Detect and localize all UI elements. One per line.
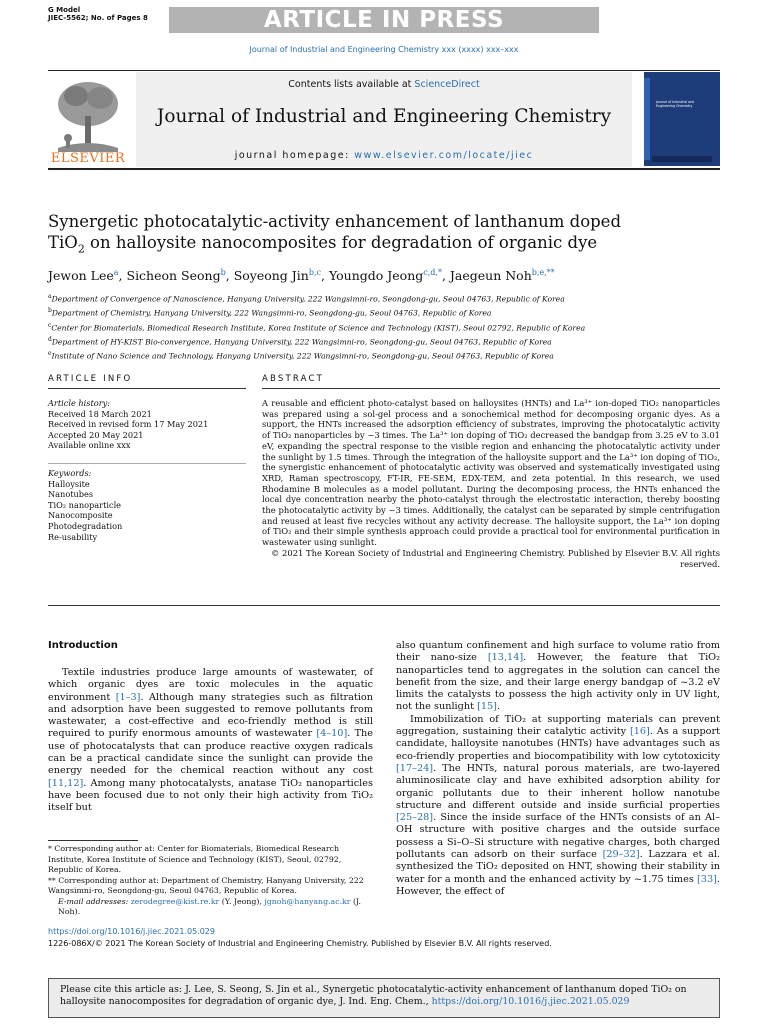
title-subscript: 2	[77, 242, 85, 256]
title-line-2	[48, 232, 698, 259]
reference-link[interactable]: [11,12]	[48, 777, 84, 789]
affiliation-text: Institute of Nano Science and Technology, Hanyang University, 222 Wangsimni-ro, Seongdong-gu, Seoul 04763, Republic of Korea	[51, 351, 554, 361]
keyword: Halloysite	[48, 478, 90, 489]
email-link[interactable]: jgnoh@hanyang.ac.kr	[264, 896, 351, 906]
reference-link[interactable]: [17–24]	[396, 762, 434, 774]
footnote-emails	[48, 897, 373, 918]
keywords	[48, 468, 246, 542]
reference-link[interactable]: [33]	[697, 873, 717, 885]
author-name[interactable]: Jewon Lee	[48, 268, 114, 284]
abstract-rule	[262, 388, 720, 389]
abstract-text: A reusable and efficient photo-catalyst based on halloysites (HNTs) and La³⁺ ion-doped TiO₂ nanoparticles was prepared using a sol-gel process and a sonochemical method for decomposing organic dyes. As a support, the HNTs increased the adsorption efficiency of substrates, improving the photocatalytic activity of TiO₂ nanoparticles by ~3 times. The La³⁺ ion doping of TiO₂ decreased the bandgap from 3.25 eV to 3.01 eV, expanding the spectral response to the visible region and enhancing the photocatalytic activity under the sunlight by 1.5 times. Through the integration of the halloysite support and the La³⁺ ion doping of TiO₂, the synergistic enhancement of photocatalytic activity was observed and systematically investigated using XRD, Raman spectroscopy, FT-IR, FE-SEM, EDX-TEM, and zeta potential. In this research, we used Rhodamine B molecules as a model pollutant. During the decomposing process, the HNTs enhanced the local dye concentration nearby the photo-catalyst through the electrostatic interaction, thereby boosting the photocatalytic activity by ~3 times. Additionally, the catalyst can be separated by simple centrifugation and reused at least five recycles without any activity decrease. The halloysite support, the La³⁺ ion doping of TiO₂ and their simple synthesis approach could provide a practical tool for environmental purification in wastewater using sunlight.	[262, 398, 720, 548]
page-count: JIEC-5562; No. of Pages 8	[48, 14, 148, 22]
affiliation-text: Department of HY-KIST Bio-convergence, Hanyang University, 222 Wangsimni-ro, Seongdong-gu, Seoul 04763, Republic of Korea	[51, 337, 552, 347]
article-history	[48, 398, 246, 451]
history-item: Received in revised form 17 May 2021	[48, 419, 209, 429]
email-link[interactable]: zerodegree@kist.re.kr	[130, 896, 220, 906]
front-matter-end-rule	[48, 605, 720, 606]
abstract-body	[262, 398, 720, 569]
author-name[interactable]: Sicheon Seong	[126, 268, 221, 284]
article-title	[48, 211, 698, 259]
citation-doi-link[interactable]: https://doi.org/10.1016/j.jiec.2021.05.029	[431, 996, 630, 1007]
affiliation-text: Department of Chemistry, Hanyang University, 222 Wangsimni-ro, Seongdong-gu, Seoul 04763, Republic of Korea	[51, 308, 492, 318]
abstract-heading: ABSTRACT	[262, 374, 325, 384]
gmodel-label: G Model	[48, 6, 81, 14]
journal-homepage	[136, 150, 632, 161]
affiliation-item	[48, 320, 728, 334]
affiliation-text: Department of Convergence of Nanoscience, Hanyang University, 222 Wangsimni-ro, Seongdong-gu, Seoul 04763, Republic of Korea	[51, 294, 565, 304]
cover-strip	[644, 78, 650, 160]
author-name[interactable]: Soyeong Jin	[233, 268, 309, 284]
article-info-rule	[48, 388, 246, 389]
cover-footer-band	[652, 156, 712, 162]
header-rule-bottom	[48, 168, 720, 170]
author-name[interactable]: Jaegeun Noh	[449, 268, 532, 284]
affiliation-list	[48, 291, 728, 363]
history-item: Received 18 March 2021	[48, 408, 152, 419]
history-label: Article history:	[48, 398, 110, 408]
keyword: TiO₂ nanoparticle	[48, 499, 122, 510]
author-affil-marker[interactable]: b	[220, 268, 226, 277]
article-in-press-banner	[0, 7, 768, 33]
text: . Although many strategies such as filtration and adsorption have been suggested to remove pollutants from wastewater, a cost-effective and eco-friendly method is still required to purify enormous amounts of wastewater	[48, 691, 373, 740]
affiliation-item	[48, 291, 728, 305]
reference-link[interactable]: [15]	[477, 701, 497, 713]
body-paragraph	[48, 667, 373, 815]
text: . Since the inside surface of the HNTs consists of an Al–OH structure with positive charges and the outside surface possess a Si–O–Si structure with negative charges, both charged pollutants can adsorb on their surface	[396, 812, 720, 861]
journal-citation-link[interactable]: Journal of Industrial and Engineering Chemistry xxx (xxxx) xxx–xxx	[249, 45, 519, 54]
author-name[interactable]: Youngdo Jeong	[328, 268, 424, 284]
title-rest: on halloysite nanocomposites for degradation of organic dye	[84, 233, 598, 252]
body-column-right	[396, 640, 720, 898]
issn-copyright: 1226-086X/© 2021 The Korean Society of Industrial and Engineering Chemistry. Published by Elsevier B.V. All rights reserved.	[48, 939, 552, 948]
author-list: Jewon Lee$^a$, Sicheon Seong$^b$, Soyeong Jin$^{b,c}$, Youngdo Jeong$^{c,d,*}$, Jaegeun Noh$^{b,e,**}$	[48, 268, 555, 284]
reference-link[interactable]: [1–3]	[115, 691, 141, 703]
footnotes	[48, 844, 373, 918]
text: . However, the feature that TiO₂ nanoparticles tend to aggregates in the solution can cancel the benefit from the size, and their large energy bandgap of ~3.2 eV limits the catalysts to possess the high activity only in UV light, not the sunlight	[396, 652, 720, 713]
affiliation-item	[48, 348, 728, 362]
affiliation-marker: b	[48, 307, 52, 315]
history-item: Available online xxx	[48, 440, 131, 450]
text: .	[496, 701, 501, 713]
title-tio: TiO	[48, 233, 78, 252]
title-line-1: Synergetic photocatalytic-activity enhancement of lanthanum doped	[48, 212, 622, 231]
author-affil-marker[interactable]: b,e,**	[531, 268, 555, 277]
footnote-rule	[48, 840, 138, 841]
reference-link[interactable]: [13,14]	[487, 652, 524, 664]
reference-link[interactable]: [16]	[629, 726, 650, 738]
text: Textile industries produce large amounts of wastewater, of which organic dyes are toxic molecules in the aquatic environment	[48, 667, 373, 703]
article-info-heading: ARTICLE INFO	[48, 374, 133, 384]
affiliation-marker: c	[48, 321, 52, 329]
journal-cover-thumbnail[interactable]	[644, 72, 720, 166]
keywords-label: Keywords:	[48, 468, 92, 478]
text: . The use of photocatalysts that can produce reactive oxygen radicals can be a practical candidate since the sunlight can provide the energy needed for the chemical reaction without any cost	[48, 728, 374, 777]
elsevier-logo[interactable]	[48, 76, 128, 166]
keyword: Re-usability	[48, 531, 98, 542]
cover-title: Journal of Industrial and Engineering Chemistry	[656, 100, 695, 108]
text: also quantum confinement and high surface to volume ratio from their nano-size	[396, 640, 720, 664]
banner-text: ARTICLE IN PRESS	[169, 7, 599, 33]
citation-box	[48, 978, 720, 1018]
reference-link[interactable]: [4–10]	[316, 728, 348, 740]
text: . As a support candidate, halloysite nanotubes (HNTs) have advantages such as eco-friendly properties and biocompatibility with low cytotoxicity	[396, 726, 720, 762]
reference-link[interactable]: [25–28]	[396, 812, 434, 824]
author-affil-marker[interactable]: b,c	[308, 268, 322, 277]
body-column-left	[48, 667, 373, 815]
keyword: Nanocomposite	[48, 510, 113, 521]
citation-text: Please cite this article as: J. Lee, S. Seong, S. Jin et al., Synergetic photocatalytic-activity enhancement of lanthanum doped TiO₂ on halloysite nanocomposites for degradation of organic dye, J. Ind. Eng. Chem.,	[60, 984, 687, 1007]
footnote-corresponding-2: ** Corresponding author at: Department of Chemistry, Hanyang University, 222 Wangsimni-ro, Seongdong-gu, Seoul 04763, Republic of Korea.	[48, 875, 364, 895]
affiliation-item	[48, 305, 728, 319]
sciencedirect-link[interactable]: ScienceDirect	[414, 79, 480, 90]
author-affil-marker[interactable]: c,d,*	[423, 268, 442, 277]
reference-link[interactable]: [29–32]	[602, 849, 640, 861]
affiliation-marker: e	[48, 350, 52, 358]
header-rule-top	[48, 70, 720, 71]
affiliation-marker: d	[48, 335, 52, 343]
text: . Lazzara et al. synthesized the TiO₂ deposited on HNT, showing their stability in water for a month and the enhanced activity by ~1.75 times	[396, 849, 720, 885]
email-label: E-mail addresses:	[58, 896, 131, 906]
text: . The HNTs, natural porous materials, are two-layered aluminosilicate clay and have exhibited adsorption ability for organic pollutants due to their inherent hollow nanotube structure and different outside and inside surficial properties	[396, 762, 720, 811]
journal-name: Journal of Industrial and Engineering Chemistry	[156, 106, 612, 127]
affiliation-marker: a	[48, 293, 52, 300]
elsevier-wordmark: ELSEVIER	[50, 151, 126, 166]
homepage-prefix: journal homepage:	[234, 150, 355, 161]
body-paragraph	[396, 714, 720, 898]
text: . However, the effect of	[396, 873, 720, 897]
footnote-corresponding-1: * Corresponding author at: Center for Biomaterials, Biomedical Research Institute, Korea Institute of Science and Technology (KIST), Seoul, 02792, Republic of Korea.	[48, 844, 342, 874]
homepage-link[interactable]: www.elsevier.com/locate/jiec	[354, 150, 534, 161]
doi-link[interactable]: https://doi.org/10.1016/j.jiec.2021.05.029	[48, 927, 215, 936]
email-owner: (Y. Jeong),	[219, 896, 265, 906]
body-paragraph	[396, 640, 720, 714]
contents-line	[136, 79, 632, 90]
email-owner: (J. Noh).	[58, 896, 362, 916]
introduction-heading: Introduction	[48, 640, 118, 651]
keyword: Photodegradation	[48, 520, 123, 531]
author-affil-marker[interactable]: a	[113, 268, 119, 277]
contents-prefix: Contents lists available at	[288, 79, 415, 90]
abstract-copyright: © 2021 The Korean Society of Industrial and Engineering Chemistry. Published by Elsevier B.V. All rights reserved.	[271, 547, 720, 569]
keywords-rule	[48, 463, 246, 464]
affiliation-item	[48, 334, 728, 348]
text: Immobilization of TiO₂ at supporting materials can prevent aggregation, sustaining their catalytic activity	[396, 713, 720, 738]
text: . Among many photocatalysts, anatase TiO₂ nanoparticles have been focused due to not only their high activity from TiO₂ itself but	[48, 777, 373, 814]
keyword: Nanotubes	[48, 489, 94, 500]
history-item: Accepted 20 May 2021	[48, 429, 144, 440]
affiliation-text: Center for Biomaterials, Biomedical Research Institute, Korea Institute of Science and Technology (KIST), Seoul 02792, Republic of Korea	[51, 323, 586, 333]
